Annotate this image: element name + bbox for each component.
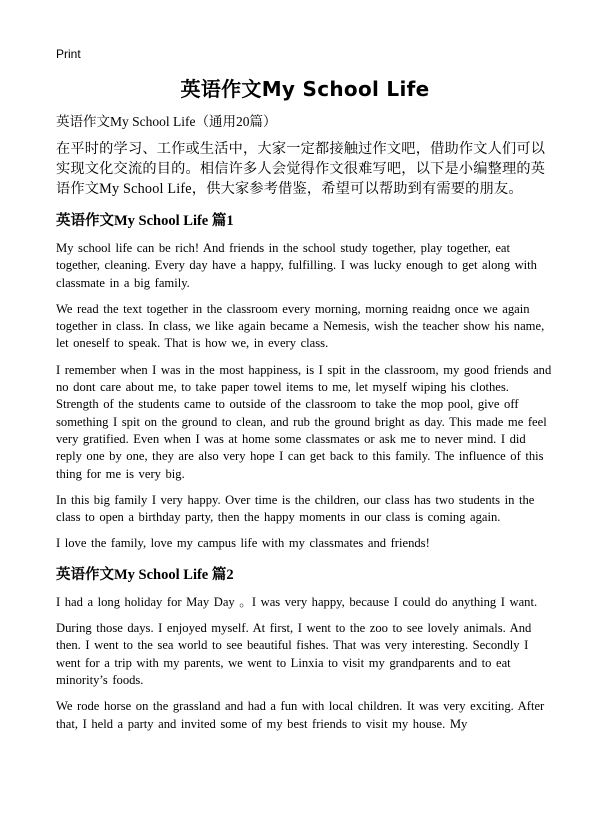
essay-paragraph: In this big family I very happy. Over time is the children, our class has two students in the class to open a birthday party, then the happy moments in our class is coming again. <box>56 492 535 525</box>
print-link[interactable]: Print <box>56 47 81 61</box>
intro-paragraph: 在平时的学习、工作或生活中，大家一定都接触过作文吧，借助作文人们可以实现文化交流的目的。相信许多人会觉得作文很难写吧，以下是小编整理的英语作文My School Life，供大家参考借鉴，希望可以帮助到有需要的朋友。 <box>56 141 546 197</box>
essay-section-2 <box>56 565 554 733</box>
essay-paragraph: During those days. I enjoyed myself. At first, I went to the zoo to see lovely animals. And then. I went to the sea world to see beautiful fishes. That was very interesting. Secondly I went for a trip with my parents, we went to Linxia to visit my grandparents and to eat minority’s foods. <box>56 621 532 687</box>
essay-paragraph: We read the text together in the classroom every morning, morning reaidng once we again together in class. In class, we like again became a Nemesis, wish the teacher show his name, let oneself to speak. That is how we, in every class. <box>56 301 545 351</box>
essay-section-1 <box>56 211 554 553</box>
essay-paragraph: We rode horse on the grassland and had a fun with local children. It was very exciting. After that, I held a party and invited some of my best friends to visit my house. My <box>56 699 545 731</box>
essay-paragraph: My school life can be rich! And friends in the school study together, play together, eat together, cleaning. Every day have a happy, fulfilling. I was lucky enough to get along with classmate in a big family. <box>56 241 537 290</box>
document-subtitle: 英语作文My School Life（通用20篇） <box>56 114 277 129</box>
essay-paragraph: I had a long holiday for May Day 。I was very happy, because I could do anything I want. <box>56 594 538 609</box>
document-title: 英语作文My School Life <box>180 77 430 101</box>
essay-paragraph: I love the family, love my campus life with my classmates and friends! <box>56 536 430 551</box>
section-heading: 英语作文My School Life 篇2 <box>56 566 234 583</box>
section-heading: 英语作文My School Life 篇1 <box>56 213 234 229</box>
essay-paragraph: I remember when I was in the most happiness, is I spit in the classroom, my good friends and no dont care about me, to take paper towel items to me, let myself wiping his clothes. Strength of the students came to outside of the classroom to take the mop pool, give off something I spit on the ground to clean, and rub the ground bright as day. This made me feel very gratified. Even when I was at home some classmates or ask me to never mind. I did reply one by one, they are also very hope I can get back to this family. The influence of this thing for me is very big. <box>56 362 552 481</box>
